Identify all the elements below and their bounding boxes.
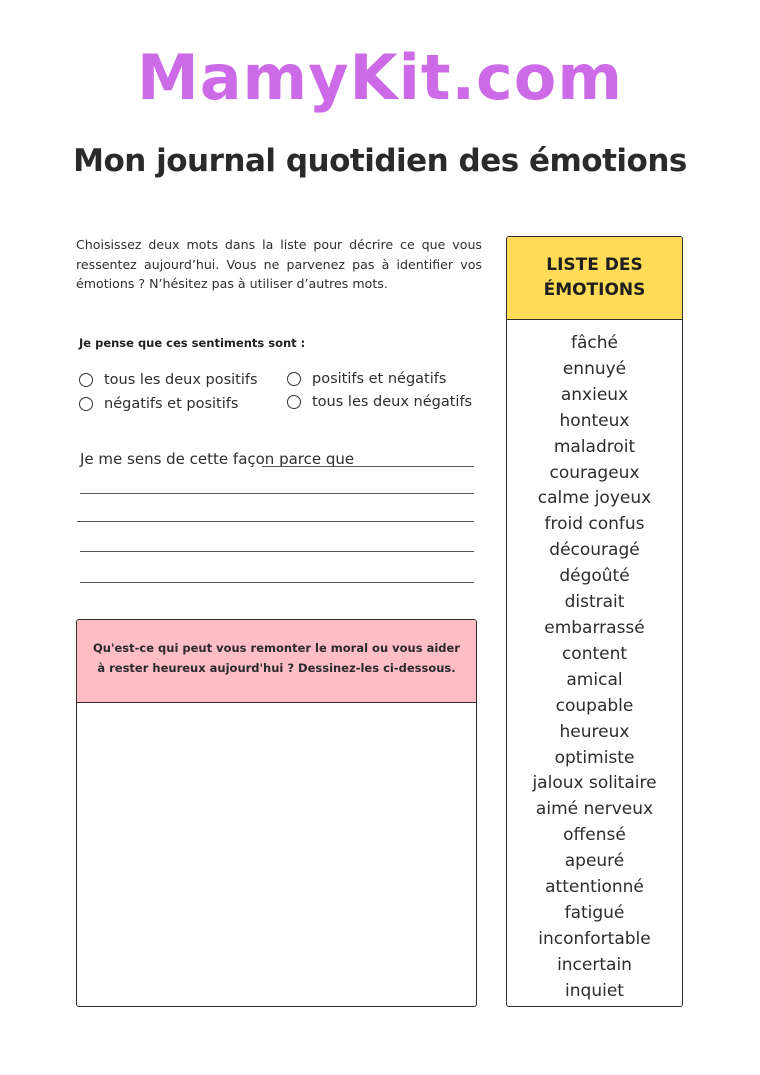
radio-negative-and-positive[interactable] (79, 396, 238, 412)
emotion-item: attentionné (545, 877, 644, 898)
emotion-item: content (561, 643, 628, 664)
emotion-item: dégoûté (559, 566, 630, 587)
radio-circle-icon[interactable] (79, 373, 93, 387)
emotion-list-title-line: ÉMOTIONS (543, 280, 646, 300)
emotion-list-panel (506, 236, 683, 1007)
reason-answer-line-4[interactable] (80, 551, 474, 552)
emotion-item: découragé (549, 540, 640, 561)
radio-circle-icon[interactable] (79, 397, 93, 411)
emotion-item: ennuyé (562, 358, 627, 379)
radio-circle-icon[interactable] (287, 372, 301, 386)
radio-label: tous les deux positifs (104, 372, 258, 388)
emotion-item: anxieux (560, 384, 629, 405)
emotion-item: inquiet (565, 980, 624, 1001)
drawing-prompt-line: Qu'est-ce qui peut vous remonter le moral ou vous aider (93, 641, 460, 655)
instructions-line: Choisissez deux mots dans la liste pour décrire ce que vous (76, 237, 482, 252)
emotion-item: inconfortable (538, 928, 651, 949)
emotion-item: fatigué (564, 902, 625, 923)
emotion-list-items (507, 320, 682, 1005)
drawing-box (76, 619, 477, 1007)
reason-answer-line-5[interactable] (80, 582, 474, 583)
emotion-item: optimiste (554, 747, 635, 768)
radio-both-positive[interactable] (79, 372, 258, 388)
drawing-area[interactable] (77, 704, 476, 1006)
radio-label: positifs et négatifs (312, 371, 447, 387)
emotion-item: calme joyeux (537, 488, 652, 509)
emotion-item: embarrassé (544, 617, 645, 638)
instructions-line: émotions ? N’hésitez pas à utiliser d’autres mots. (76, 276, 388, 291)
instructions (76, 235, 482, 294)
reason-answer-line-2[interactable] (80, 493, 474, 494)
drawing-prompt-line: à rester heureux aujourd'hui ? Dessinez-les ci-dessous. (97, 661, 456, 675)
emotion-item: honteux (559, 410, 630, 431)
emotion-item: coupable (555, 695, 634, 716)
radio-positive-and-negative[interactable] (287, 371, 446, 387)
feelings-question-label: Je pense que ces sentiments sont : (79, 336, 306, 350)
brand-logo-text: MamyKit.com (137, 41, 623, 114)
reason-answer-line-3[interactable] (77, 521, 474, 522)
radio-label: négatifs et positifs (104, 396, 239, 412)
emotion-item: courageux (549, 462, 640, 483)
emotion-item: incertain (557, 954, 632, 975)
emotion-item: amical (566, 669, 623, 690)
emotion-list-header (507, 237, 682, 320)
radio-both-negative[interactable] (287, 394, 472, 410)
emotion-item: heureux (559, 721, 630, 742)
drawing-prompt-header (77, 620, 476, 703)
emotion-list-title-line: LISTE DES (546, 255, 643, 275)
reason-answer-line-1[interactable] (262, 466, 474, 467)
emotion-item: fâché (571, 333, 618, 353)
emotion-item: distrait (564, 592, 625, 613)
emotion-item: aimé nerveux (535, 799, 654, 820)
emotion-item: maladroit (553, 436, 636, 457)
radio-label: tous les deux négatifs (312, 394, 473, 410)
emotion-item: apeuré (564, 851, 625, 872)
radio-circle-icon[interactable] (287, 395, 301, 409)
reason-prompt: Je me sens de cette façon parce que (80, 450, 355, 468)
emotion-item: offensé (563, 825, 626, 846)
emotion-item: jaloux solitaire (532, 773, 657, 794)
instructions-line: ressentez aujourd’hui. Vous ne parvenez pas à identifier vos (76, 256, 482, 272)
page-title: Mon journal quotidien des émotions (73, 143, 687, 179)
emotion-item: froid confus (544, 514, 645, 535)
